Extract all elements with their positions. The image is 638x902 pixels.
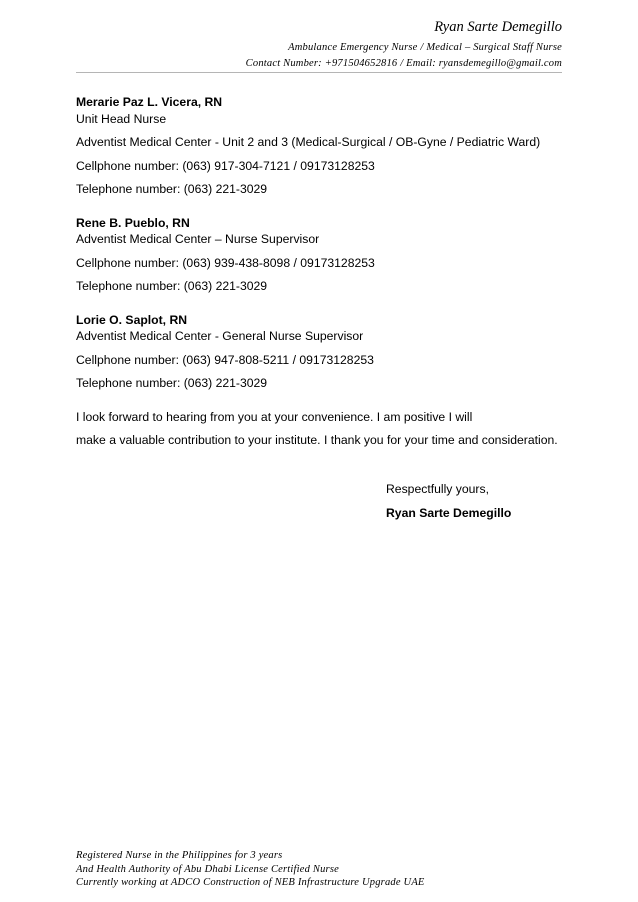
signer-name: Ryan Sarte Demegillo — [386, 505, 512, 520]
reference-telephone: Telephone number: (063) 221-3029 — [76, 182, 268, 196]
reference-telephone: Telephone number: (063) 221-3029 — [76, 279, 268, 293]
sender-contact: Contact Number: +971504652816 / Email: ryansdemegillo@gmail.com — [245, 58, 562, 69]
closing-line-2: make a valuable contribution to your institute. I thank you for your time and consideration. — [76, 433, 558, 447]
reference-telephone: Telephone number: (063) 221-3029 — [76, 376, 268, 390]
reference-name: Merarie Paz L. Vicera, RN — [76, 95, 223, 109]
salutation: Respectfully yours, — [386, 482, 489, 496]
header-divider — [76, 72, 562, 73]
reference-cellphone: Cellphone number: (063) 947-808-5211 / 09173128253 — [76, 352, 374, 367]
reference-position: Unit Head Nurse — [76, 111, 167, 126]
signoff — [386, 481, 511, 521]
closing-line-1: I look forward to hearing from you at your convenience. I am positive I will — [76, 409, 473, 424]
reference-workplace: Adventist Medical Center - Unit 2 and 3 (Medical-Surgical / OB-Gyne / Pediatric Ward) — [76, 135, 541, 149]
footer-line-1: Registered Nurse in the Philippines for 3 years — [76, 850, 283, 861]
sender-name: Ryan Sarte Demegillo — [434, 19, 562, 35]
reference-name: Lorie O. Saplot, RN — [76, 312, 188, 327]
reference-workplace: Adventist Medical Center - General Nurse Supervisor — [76, 329, 364, 343]
letter-body — [76, 94, 566, 449]
reference-cellphone: Cellphone number: (063) 939-438-8098 / 09173128253 — [76, 255, 375, 270]
reference-name: Rene B. Pueblo, RN — [76, 215, 190, 230]
sender-title: Ambulance Emergency Nurse / Medical – Surgical Staff Nurse — [288, 42, 562, 53]
footer-line-2: And Health Authority of Abu Dhabi License Certified Nurse — [76, 863, 339, 875]
reference-2 — [76, 215, 566, 295]
closing-paragraph — [76, 409, 566, 449]
reference-workplace: Adventist Medical Center – Nurse Supervisor — [76, 232, 320, 246]
footer — [76, 849, 425, 890]
reference-cellphone: Cellphone number: (063) 917-304-7121 / 09173128253 — [76, 158, 375, 173]
footer-line-3: Currently working at ADCO Construction of NEB Infrastructure Upgrade UAE — [76, 877, 425, 888]
reference-3 — [76, 312, 566, 392]
reference-1 — [76, 94, 566, 198]
